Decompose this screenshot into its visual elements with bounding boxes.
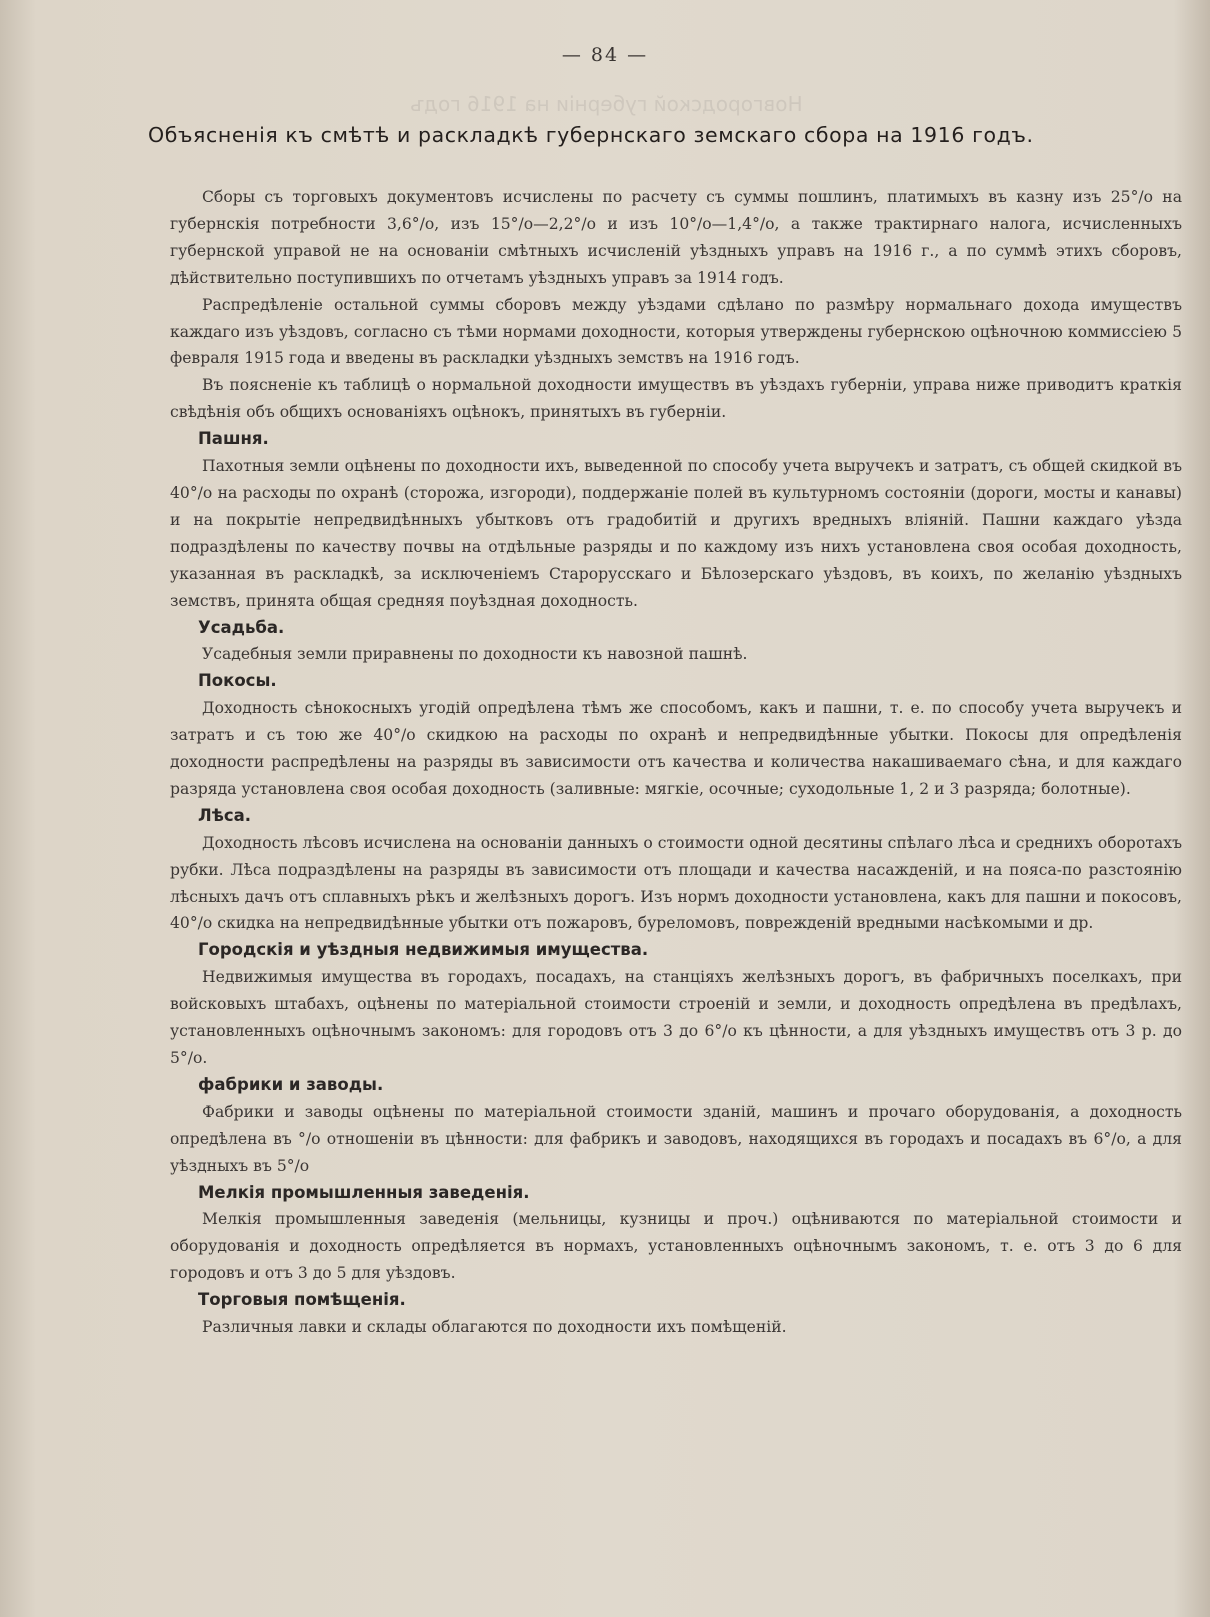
page-number: — 84 — [561, 44, 649, 66]
section-heading-meadows: Покосы. [198, 671, 277, 691]
section-text-arable: Пахотныя земли оцѣнены по доходности ихъ, выведенной по способу учета выручекъ и затратъ, съ общей скидкой въ 40°/о на расходы по охранѣ (сторожа, изгороди), поддержаніе полей въ культурномъ состояніи (дороги, мосты и канавы) и на покрытіе непредвидѣнныхъ убытковъ отъ градобитій и другихъ вредныхъ вліяній. Пашни каждаго уѣзда подраздѣлены по качеству почвы на отдѣльные разряды и по каждому изъ нихъ установлена своя особая доходность, указанная въ раскладкѣ, за исключеніемъ Старорусскаго и Бѣлозерскаго уѣздовъ, въ коихъ, по желанію уѣздныхъ земствъ, принята общая средняя поуѣздная доходность. [170, 457, 1182, 610]
bleed-through-text: Новгородской губерніи на 1916 годъ [410, 92, 803, 116]
document-body [170, 184, 1182, 1341]
section-heading-factories: фабрики и заводы. [198, 1074, 384, 1094]
section-text-trade-premises: Различныя лавки и склады облагаются по доходности ихъ помѣщеній. [202, 1318, 787, 1337]
intro-paragraph: Въ поясненіе къ таблицѣ о нормальной доходности имуществъ въ уѣздахъ губерніи, управа ниже приводитъ краткія свѣдѣнія объ общихъ основаніяхъ оцѣнокъ, принятыхъ въ губерніи. [170, 376, 1182, 422]
section-text-meadows: Доходность сѣнокосныхъ угодій опредѣлена тѣмъ же способомъ, какъ и пашни, т. е. по способу учета выручекъ и затратъ и съ тою же 40°/о скидкою на расходы по охранѣ и непредвидѣнные убытки. Покосы для опредѣленія доходности распредѣлены на разряды въ зависимости отъ качества и количества накашиваемаго сѣна, и для каждаго разряда установлена своя особая доходность (заливные: мягкіе, осочные; суходольные 1, 2 и 3 разряда; болотные). [170, 699, 1182, 798]
section-heading-trade-premises: Торговыя помѣщенія. [198, 1290, 406, 1310]
section-text-real-estate: Недвижимыя имущества въ городахъ, посадахъ, на станціяхъ желѣзныхъ дорогъ, въ фабричныхъ поселкахъ, при войсковыхъ штабахъ, оцѣнены по матеріальной стоимости строеній и земли, и доходность опредѣлена въ предѣлахъ, установленныхъ оцѣночнымъ закономъ: для городовъ отъ 3 до 6°/о къ цѣнности, а для уѣздныхъ имуществъ отъ 3 р. до 5°/о. [170, 968, 1182, 1067]
intro-paragraph: Распредѣленіе остальной суммы сборовъ между уѣздами сдѣлано по размѣру нормальнаго дохода имуществъ каждаго изъ уѣздовъ, согласно съ тѣми нормами доходности, которыя утверждены губернскою оцѣночною коммиссіею 5 февраля 1915 года и введены въ раскладки уѣздныхъ земствъ на 1916 годъ. [170, 295, 1182, 368]
section-text-forests: Доходность лѣсовъ исчислена на основаніи данныхъ о стоимости одной десятины спѣлаго лѣса и среднихъ оборотахъ рубки. Лѣса подраздѣлены на разряды въ зависимости отъ площади и качества насажденій, и на пояса-по разстоянію лѣсныхъ дачъ отъ сплавныхъ рѣкъ и желѣзныхъ дорогъ. Изъ нормъ доходности установлена, какъ для пашни и покосовъ, 40°/о скидка на непредвидѣнные убытки отъ пожаровъ, буреломовъ, поврежденій вредными насѣкомыми и др. [170, 833, 1182, 933]
section-text-estate: Усадебныя земли приравнены по доходности къ навозной пашнѣ. [202, 645, 748, 664]
section-text-factories: Фабрики и заводы оцѣнены по матеріальной стоимости зданій, машинъ и прочаго оборудованія, а доходность опредѣлена въ °/о отношеніи въ цѣнности: для фабрикъ и заводовъ, находящихся въ городахъ и посадахъ въ 6°/о, а для уѣздныхъ въ 5°/о [170, 1102, 1182, 1175]
section-heading-small-industry: Мелкія промышленныя заведенія. [198, 1182, 530, 1202]
section-heading-estate: Усадьба. [198, 617, 285, 637]
page-title: Объясненія къ смѣтѣ и раскладкѣ губернскаго земскаго сбора на 1916 годъ. [148, 123, 1034, 147]
section-heading-forests: Лѣса. [198, 805, 252, 825]
section-heading-arable: Пашня. [198, 429, 269, 449]
intro-paragraph: Сборы съ торговыхъ документовъ исчислены по расчету съ суммы пошлинъ, платимыхъ въ казну изъ 25°/о на губернскія потребности 3,6°/о, изъ 15°/о—2,2°/о и изъ 10°/о—1,4°/о, а также трактирнаго налога, исчисленныхъ губернской управой не на основаніи смѣтныхъ исчисленій уѣздныхъ управъ на 1916 г., а по суммѣ этихъ сборовъ, дѣйствительно поступившихъ по отчетамъ уѣздныхъ управъ за 1914 годъ. [170, 188, 1182, 287]
section-heading-real-estate: Городскія и уѣздныя недвижимыя имущества. [198, 940, 649, 960]
section-text-small-industry: Мелкія промышленныя заведенія (мельницы, кузницы и проч.) оцѣниваются по матеріальной стоимости и оборудованія и доходность опредѣляется въ нормахъ, установленныхъ оцѣночнымъ закономъ, т. е. отъ 3 до 6 для городовъ и отъ 3 до 5 для уѣздовъ. [170, 1210, 1182, 1283]
